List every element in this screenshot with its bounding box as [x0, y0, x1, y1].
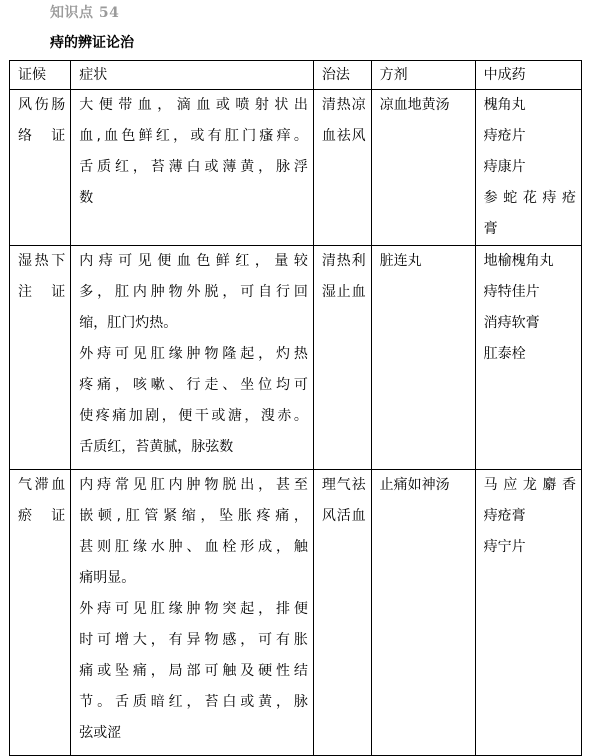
method-line: 清热利: [321, 253, 366, 269]
medicine-line: 消痔软膏: [483, 315, 540, 331]
table-row: [10, 90, 582, 246]
medicine-cell: [475, 90, 581, 246]
symptom-line: 外痔可见肛缘肿物隆起，灼热: [79, 346, 308, 362]
medicine-line: 肛泰栓: [483, 346, 526, 362]
symptom-line: 痛或坠痛，局部可触及硬性结: [79, 663, 308, 679]
symptom-line: 痛明显。: [79, 570, 136, 586]
medicine-line: 痔康片: [483, 159, 526, 175]
symptom-line: 内痔可见便血色鲜红，量较: [79, 253, 308, 269]
symptom-line: 节。舌质暗红，苔白或黄，脉: [79, 694, 308, 710]
symptom-paragraph: [79, 246, 308, 339]
symptom-paragraph: [79, 339, 308, 463]
symptom-paragraph: [79, 90, 308, 214]
syndrome-treatment-table: [9, 60, 582, 756]
syndrome-line: 注证: [18, 284, 66, 300]
medicine-line: 马应龙麝香: [483, 477, 576, 493]
medicine-cell: [475, 470, 581, 756]
medicine-line: 参蛇花痔疮: [483, 190, 576, 206]
symptom-line: 数: [79, 190, 94, 206]
symptom-line: 使疼痛加剧，便干或溏，溲赤。: [79, 408, 308, 424]
syndrome-cell: [10, 90, 71, 246]
symptom-line: 舌质红，苔黄腻，脉弦数: [79, 439, 234, 455]
column-header-medicine: 中成药: [475, 61, 581, 90]
method-line: 理气祛: [321, 477, 366, 493]
medicine-line: 痔宁片: [483, 539, 526, 555]
symptoms-cell: [71, 90, 314, 246]
table-row: [10, 470, 582, 756]
symptom-line: 内痔常见肛内肿物脱出，甚至: [79, 477, 308, 493]
formula-cell: 凉血地黄汤: [371, 90, 475, 246]
symptom-line: 舌质红，苔薄白或薄黄，脉浮: [79, 159, 308, 175]
syndrome-line: 湿热下: [18, 253, 66, 269]
symptom-line: 时可增大，有异物感，可有胀: [79, 632, 308, 648]
symptom-paragraph: [79, 470, 308, 594]
medicine-line: 痔疮膏: [483, 508, 526, 524]
method-line: 湿止血: [321, 284, 366, 300]
symptom-line: 大便带血，滴血或喷射状出: [79, 97, 308, 113]
medicine-line: 槐角丸: [483, 97, 526, 113]
column-header-symptoms: 症状: [71, 61, 314, 90]
symptom-line: 外痔可见肛缘肿物突起，排便: [79, 601, 308, 617]
syndrome-line: 瘀证: [18, 508, 66, 524]
medicine-line: 痔疮片: [483, 128, 526, 144]
formula-cell: 止痛如神汤: [371, 470, 475, 756]
symptom-line: 弦或涩: [79, 725, 122, 741]
syndrome-cell: [10, 470, 71, 756]
table-row: [10, 246, 582, 470]
method-cell: [313, 246, 371, 470]
section-title: 痔的辨证论治: [50, 35, 134, 51]
medicine-line: 膏: [483, 221, 498, 237]
column-header-syndrome: 证候: [10, 61, 71, 90]
medicine-cell: [475, 246, 581, 470]
syndrome-line: 气滞血: [18, 477, 66, 493]
method-line: 清热凉: [321, 97, 366, 113]
symptom-line: 嵌顿,肛管紧缩，坠胀疼痛，: [79, 508, 308, 524]
symptom-line: 甚则肛缘水肿、血栓形成，触: [79, 539, 308, 555]
symptom-line: 疼痛，咳嗽、行走、坐位均可: [79, 377, 308, 393]
symptom-paragraph: [79, 594, 308, 749]
symptoms-cell: [71, 246, 314, 470]
symptoms-cell: [71, 470, 314, 756]
medicine-line: 痔特佳片: [483, 284, 540, 300]
symptom-line: 多，肛内肿物外脱，可自行回: [79, 284, 308, 300]
symptom-line: 血,血色鲜红，或有肛门瘙痒。: [79, 128, 308, 144]
method-cell: [313, 90, 371, 246]
syndrome-line: 络证: [18, 128, 66, 144]
table-header-row: [10, 61, 582, 90]
symptom-line: 缩，肛门灼热。: [79, 315, 178, 331]
method-cell: [313, 470, 371, 756]
medicine-line: 地榆槐角丸: [483, 253, 554, 269]
column-header-method: 治法: [313, 61, 371, 90]
method-line: 风活血: [321, 508, 366, 524]
formula-cell: 脏连丸: [371, 246, 475, 470]
syndrome-line: 风伤肠: [18, 97, 66, 113]
method-line: 血祛风: [321, 128, 366, 144]
column-header-formula: 方剂: [371, 61, 475, 90]
knowledge-point-label: 知识点 54: [50, 5, 120, 21]
syndrome-cell: [10, 246, 71, 470]
